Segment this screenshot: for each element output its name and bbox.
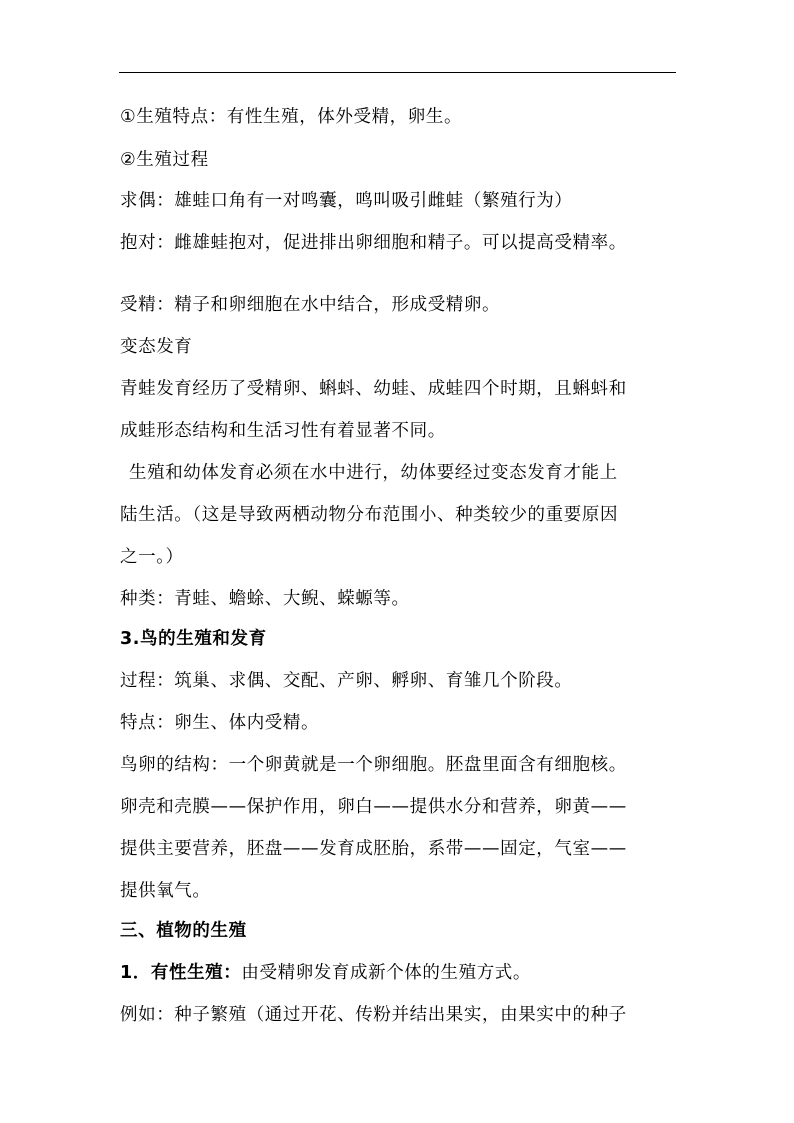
egg-structure-line-1: 鸟卵的结构：一个卵黄就是一个卵细胞。胚盘里面含有细胞核。 — [120, 755, 627, 775]
water-development-line-1: 生殖和幼体发育必须在水中进行，幼体要经过变态发育才能上 — [129, 463, 618, 483]
seed-propagation-example: 例如：种子繁殖（通过开花、传粉并结出果实，由果实中的种子 — [120, 1005, 627, 1025]
frog-reproduction-features: ①生殖特点：有性生殖，体外受精，卵生。 — [120, 107, 463, 127]
metamorphosis-text-line-2: 成蛙形态结构和生活习性有着显著不同。 — [120, 421, 446, 441]
sexual-reproduction-text: 由受精卵发育成新个体的生殖方式。 — [241, 963, 531, 983]
sexual-reproduction-term: 1．有性生殖： — [120, 963, 242, 983]
amplexus-paragraph: 抱对：雌雄蛙抱对，促进排出卵细胞和精子。可以提高受精率。 — [120, 233, 627, 253]
egg-structure-line-3: 提供主要营养，胚盘——发育成胚胎，系带——固定，气室—— — [120, 839, 627, 859]
bird-reproduction-process: 过程：筑巢、求偶、交配、产卵、孵卵、育雏几个阶段。 — [120, 671, 573, 691]
plant-reproduction-heading: 三、植物的生殖 — [120, 921, 247, 941]
egg-structure-line-4: 提供氧气。 — [120, 881, 211, 901]
fertilization-paragraph: 受精：精子和卵细胞在水中结合，形成受精卵。 — [120, 295, 501, 315]
bird-reproduction-features: 特点：卵生、体内受精。 — [120, 713, 320, 733]
sexual-reproduction-definition — [120, 961, 531, 985]
metamorphosis-text-line-1: 青蛙发育经历了受精卵、蝌蚪、幼蛙、成蛙四个时期，且蝌蚪和 — [120, 379, 627, 399]
frog-reproduction-process-heading: ②生殖过程 — [120, 150, 209, 170]
bird-reproduction-heading: 3.鸟的生殖和发育 — [120, 629, 267, 649]
amphibian-species: 种类：青蛙、蟾蜍、大鲵、蝾螈等。 — [120, 589, 410, 609]
courtship-paragraph: 求偶：雄蛙口角有一对鸣囊，鸣叫吸引雌蛙（繁殖行为） — [120, 191, 573, 211]
water-development-line-2: 陆生活。（这是导致两栖动物分布范围小、种类较少的重要原因 — [120, 505, 619, 525]
header-rule — [119, 72, 676, 73]
water-development-line-3: 之一。） — [120, 547, 184, 567]
egg-structure-line-2: 卵壳和壳膜——保护作用，卵白——提供水分和营养，卵黄—— — [120, 797, 627, 817]
metamorphosis-heading: 变态发育 — [120, 337, 193, 357]
